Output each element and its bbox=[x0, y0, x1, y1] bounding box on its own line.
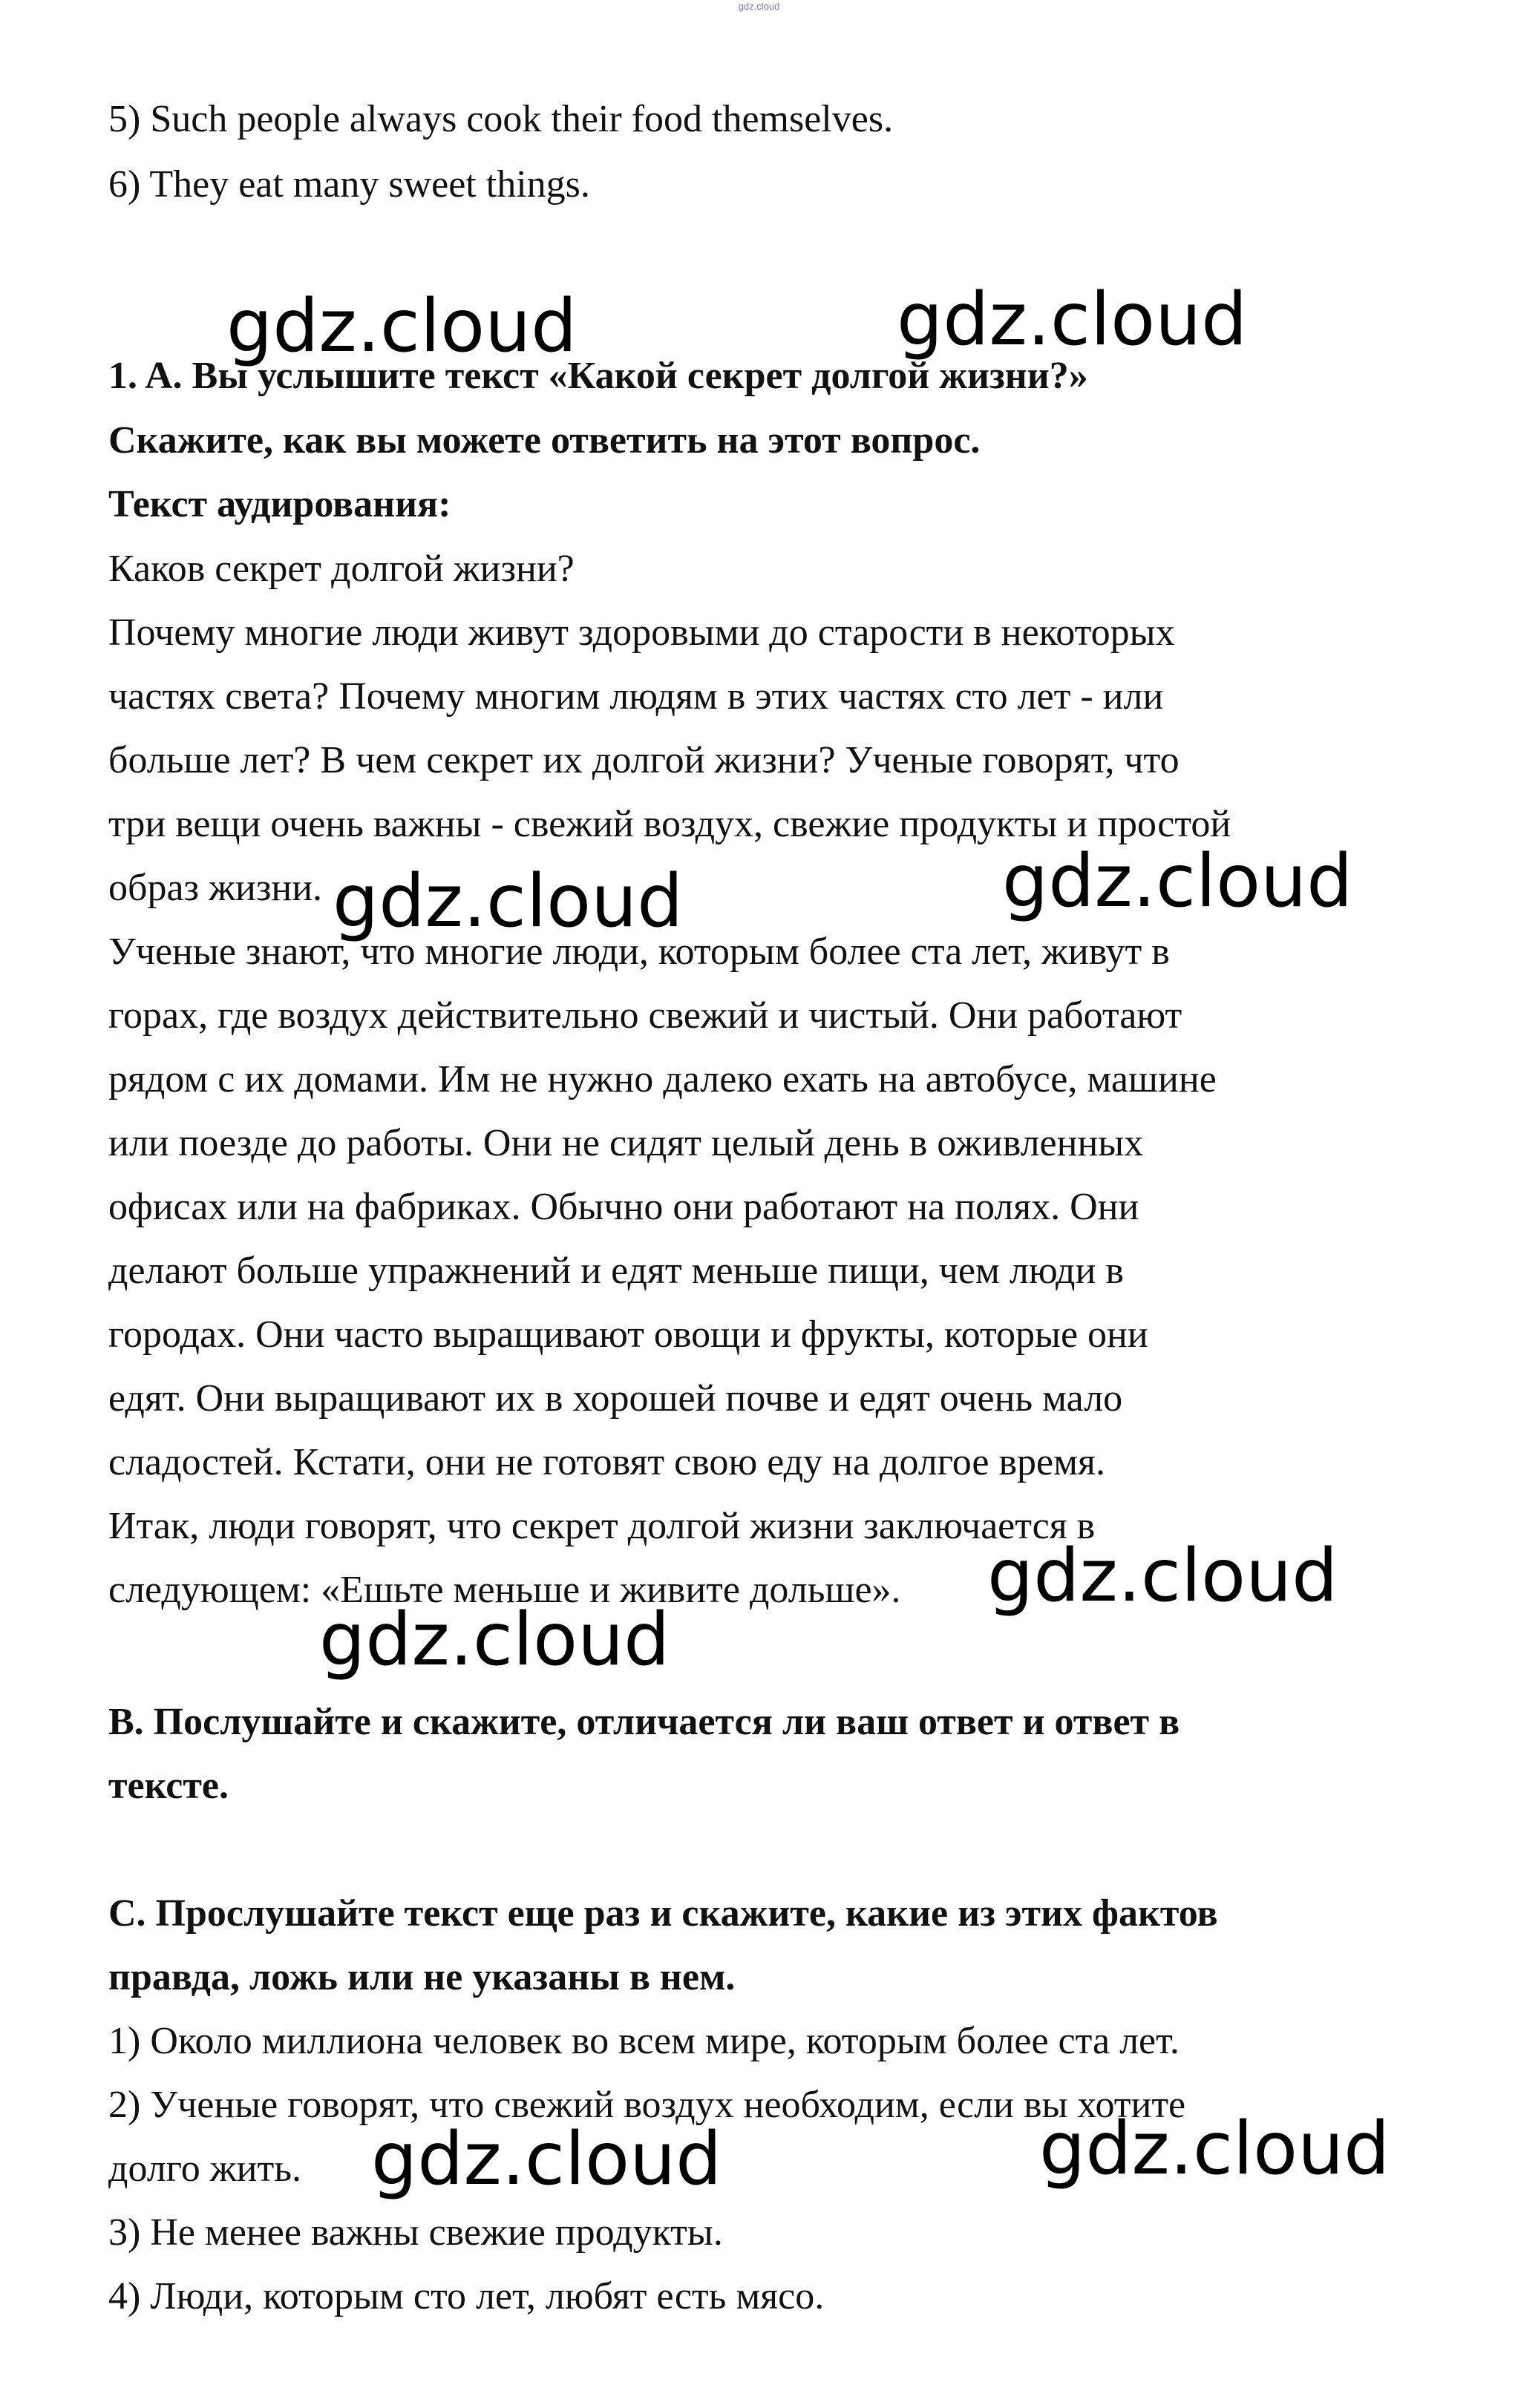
watermark: gdz.cloud bbox=[333, 859, 684, 944]
site-mark: gdz.cloud bbox=[738, 1, 780, 12]
task-c-item-2: 2) Ученые говорят, что свежий воздух необходим, если вы хотите bbox=[108, 2084, 1186, 2126]
task-c-item-2-cont: долго жить. bbox=[108, 2148, 301, 2190]
text-line: Каков секрет долгой жизни? bbox=[108, 548, 575, 590]
watermark: gdz.cloud bbox=[1002, 839, 1353, 924]
task-b-title-cont: тексте. bbox=[108, 1765, 229, 1807]
text-line: частях света? Почему многим людям в этих частях сто лет - или bbox=[108, 675, 1164, 718]
text-line: или поезде до работы. Они не сидят целый день в оживленных bbox=[108, 1122, 1144, 1164]
watermark: gdz.cloud bbox=[1039, 2107, 1390, 2191]
intro-item-5: 5) Such people always cook their food themselves. bbox=[108, 98, 894, 140]
text-line: делают больше упражнений и едят меньше пищи, чем люди в bbox=[108, 1250, 1124, 1292]
text-line: Итак, люди говорят, что секрет долгой жизни заключается в bbox=[108, 1505, 1096, 1547]
watermark: gdz.cloud bbox=[319, 1598, 670, 1682]
watermark: gdz.cloud bbox=[897, 278, 1248, 362]
watermark: gdz.cloud bbox=[226, 284, 578, 369]
text-line: три вещи очень важны - свежий воздух, свежие продукты и простой bbox=[108, 803, 1231, 845]
text-line: Почему многие люди живут здоровыми до старости в некоторых bbox=[108, 611, 1175, 654]
text-line: Ученые знают, что многие люди, которым более ста лет, живут в bbox=[108, 931, 1170, 973]
text-line: офисах или на фабриках. Обычно они работают на полях. Они bbox=[108, 1186, 1139, 1228]
text-line: образ жизни. bbox=[108, 867, 323, 909]
text-line: сладостей. Кстати, они не готовят свою еду на долгое время. bbox=[108, 1441, 1105, 1483]
text-line: следующем: «Ешьте меньше и живите дольше». bbox=[108, 1569, 901, 1611]
task-a-title: 1. A. Вы услышите текст «Какой секрет долгой жизни?» bbox=[108, 355, 1088, 397]
task-c-item-1: 1) Около миллиона человек во всем мире, которым более ста лет. bbox=[108, 2020, 1180, 2062]
task-a-text-label: Текст аудирования: bbox=[108, 483, 451, 525]
intro-item-6: 6) They eat many sweet things. bbox=[108, 163, 590, 206]
task-c-item-4: 4) Люди, которым сто лет, любят есть мясо. bbox=[108, 2275, 825, 2317]
text-line: едят. Они выращивают их в хорошей почве и едят очень мало bbox=[108, 1377, 1123, 1420]
watermark: gdz.cloud bbox=[371, 2117, 722, 2202]
task-c-item-3: 3) Не менее важны свежие продукты. bbox=[108, 2211, 723, 2254]
task-c-title: C. Прослушайте текст еще раз и скажите, какие из этих фактов bbox=[108, 1892, 1218, 1935]
text-line: горах, где воздух действительно свежий и чистый. Они работают bbox=[108, 994, 1182, 1037]
text-line: городах. Они часто выращивают овощи и фрукты, которые они bbox=[108, 1313, 1148, 1356]
watermark: gdz.cloud bbox=[987, 1534, 1338, 1618]
task-a-question: Скажите, как вы можете ответить на этот вопрос. bbox=[108, 419, 981, 462]
task-c-title-cont: правда, ложь или не указаны в нем. bbox=[108, 1956, 736, 1998]
text-line: рядом с их домами. Им не нужно далеко ехать на автобусе, машине bbox=[108, 1058, 1217, 1100]
text-line: больше лет? В чем секрет их долгой жизни? Ученые говорят, что bbox=[108, 739, 1180, 781]
task-b-title: B. Послушайте и скажите, отличается ли ваш ответ и ответ в bbox=[108, 1701, 1180, 1743]
